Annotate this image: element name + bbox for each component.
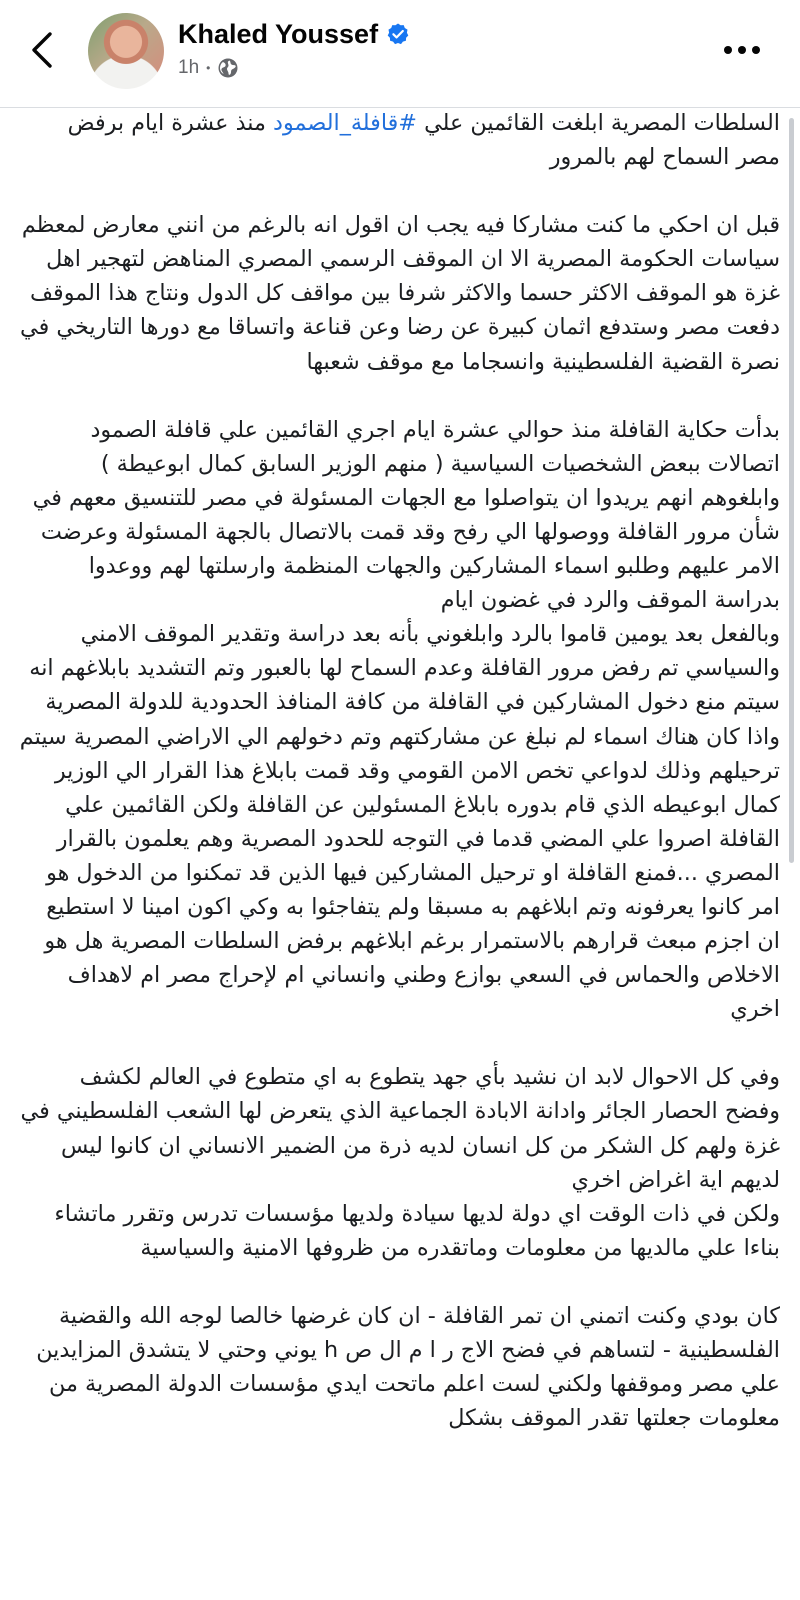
avatar[interactable]: [88, 13, 164, 89]
author-name[interactable]: Khaled Youssef: [178, 18, 379, 49]
post-paragraph-3: بدأت حكاية القافلة منذ حوالي عشرة ايام اجري القائمين علي قافلة الصمود اتصالات ببعض الشخصيات السياسية ( منهم الوزير السابق كمال ابوعيطة ) وابلغوهم انهم يريدوا ان يتواصلوا مع الجهات المسئولة في مصر للتنسيق معهم في شأن مرور القافلة ووصولها الي رفح وقد قمت بالاتصال بالجهة المسئولة وعرضت الامر عليهم وطلبو اسماء المشاركين والجهات المنظمة وارسلتها لهم ووعدوا بدراسة الموقف والرد في غضون ايام: [32, 416, 780, 614]
verified-badge-icon: [386, 22, 410, 46]
post-meta: [178, 56, 239, 80]
post-paragraph-2: قبل ان احكي ما كنت مشاركا فيه يجب ان اقول انه بالرغم من انني معارض لمعظم سياسات الحكومة المصرية الا ان الموقف الرسمي المصري المناهض لتهجير اهل غزة هو الموقف الاكثر حسما والاكثر شرفا بين مواقف كل الدول ونتاج هذا الموقف دفعت مصر وستدفع اثمان كبيرة عن رضا وعن قناعة واتساقا مع دورها التاريخي في نصرة القضية الفلسطينية وانسجاما مع موقف شعبها: [20, 212, 780, 375]
author-row: [178, 16, 410, 52]
hashtag-link[interactable]: #قافلة_الصمود: [273, 110, 417, 136]
scrollbar[interactable]: [789, 118, 794, 863]
post-paragraph-5: وفي كل الاحوال لابد ان نشيد بأي جهد يتطوع به اي متطوع في العالم لكشف وفضح الحصار الجائر وادانة الابادة الجماعية الذي يتعرض لها الشعب الفلسطيني في غزة ولهم كل الشكر من كل انسان لديه ذرة من الضمير الانساني ان كانوا ليس لديهم اية اغراض اخري: [20, 1064, 780, 1193]
post-paragraph-7: كان بودي وكنت اتمني ان تمر القافلة - ان كان غرضها خالصا لوجه الله والقضية الفلسطينية - لتساهم في فضح الاج ر ا م ال ص h يوني وحتي لا يتشدق المزايدين علي مصر وموقفها ولكني لست اعلم ماتحت ايدي مؤسسات الدولة المصرية من معلومات جعلتها تقدر الموقف بشكل: [36, 1302, 780, 1432]
post-timestamp[interactable]: 1h: [178, 57, 200, 78]
globe-icon: [217, 57, 239, 79]
meta-separator: •: [206, 61, 211, 75]
back-arrow-icon[interactable]: [26, 28, 62, 72]
post-text-segment: السلطات المصرية ابلغت القائمين علي: [416, 110, 780, 136]
post-text-segment: منذ عشرة ايام برفض مصر السماح لهم بالمرور: [67, 110, 780, 171]
more-options-icon[interactable]: [718, 38, 766, 62]
post-body: [18, 106, 780, 1469]
post-paragraph-4: وبالفعل بعد يومين قاموا بالرد وابلغوني بأنه بعد دراسة وتقدير الموقف الامني والسياسي تم رفض مرور القافلة وعدم السماح لها بالعبور وتم التشديد بابلاغهم انه سيتم منع دخول المشاركين في القافلة من كافة المنافذ الحدودية للدولة المصرية واذا كان هناك اسماء لم نبلغ عن مشاركتهم وتم دخولهم الي الاراضي المصرية سيتم ترحيلهم وذلك لدواعي تخص الامن القومي وقد قمت بابلاغ هذا القرار الي الوزير كمال ابوعيطه الذي قام بدوره بابلاغ المسئولين عن القافلة ولكن القائمين علي القافلة اصروا علي المضي قدما في التوجه للحدود المصرية وهم يعلمون بالقرار المصري ...فمنع القافلة او ترحيل المشاركين فيها الذين قد تمكنوا من الدخول هو امر كانوا يعرفونه وتم ابلاغهم به مسبقا ولم يتفاجئوا به وكي اكون امينا لا استطيع ان اجزم مبعث قرارهم بالاستمرار برغم ابلاغهم برفض السلطات المصرية هل هو الاخلاص والحماس في السعي بوازع وطني وانساني ام لإحراج مصر ام لاهداف اخري: [19, 621, 780, 1023]
post-header: [0, 0, 800, 108]
post-paragraph-6: ولكن في ذات الوقت اي دولة لديها سيادة ولديها مؤسسات تدرس وتقرر ماتشاء بناءا علي مالديها من معلومات وماتقدره من ظروفها الامنية والسياسية: [54, 1200, 780, 1261]
post-paragraph-1: [18, 106, 780, 174]
